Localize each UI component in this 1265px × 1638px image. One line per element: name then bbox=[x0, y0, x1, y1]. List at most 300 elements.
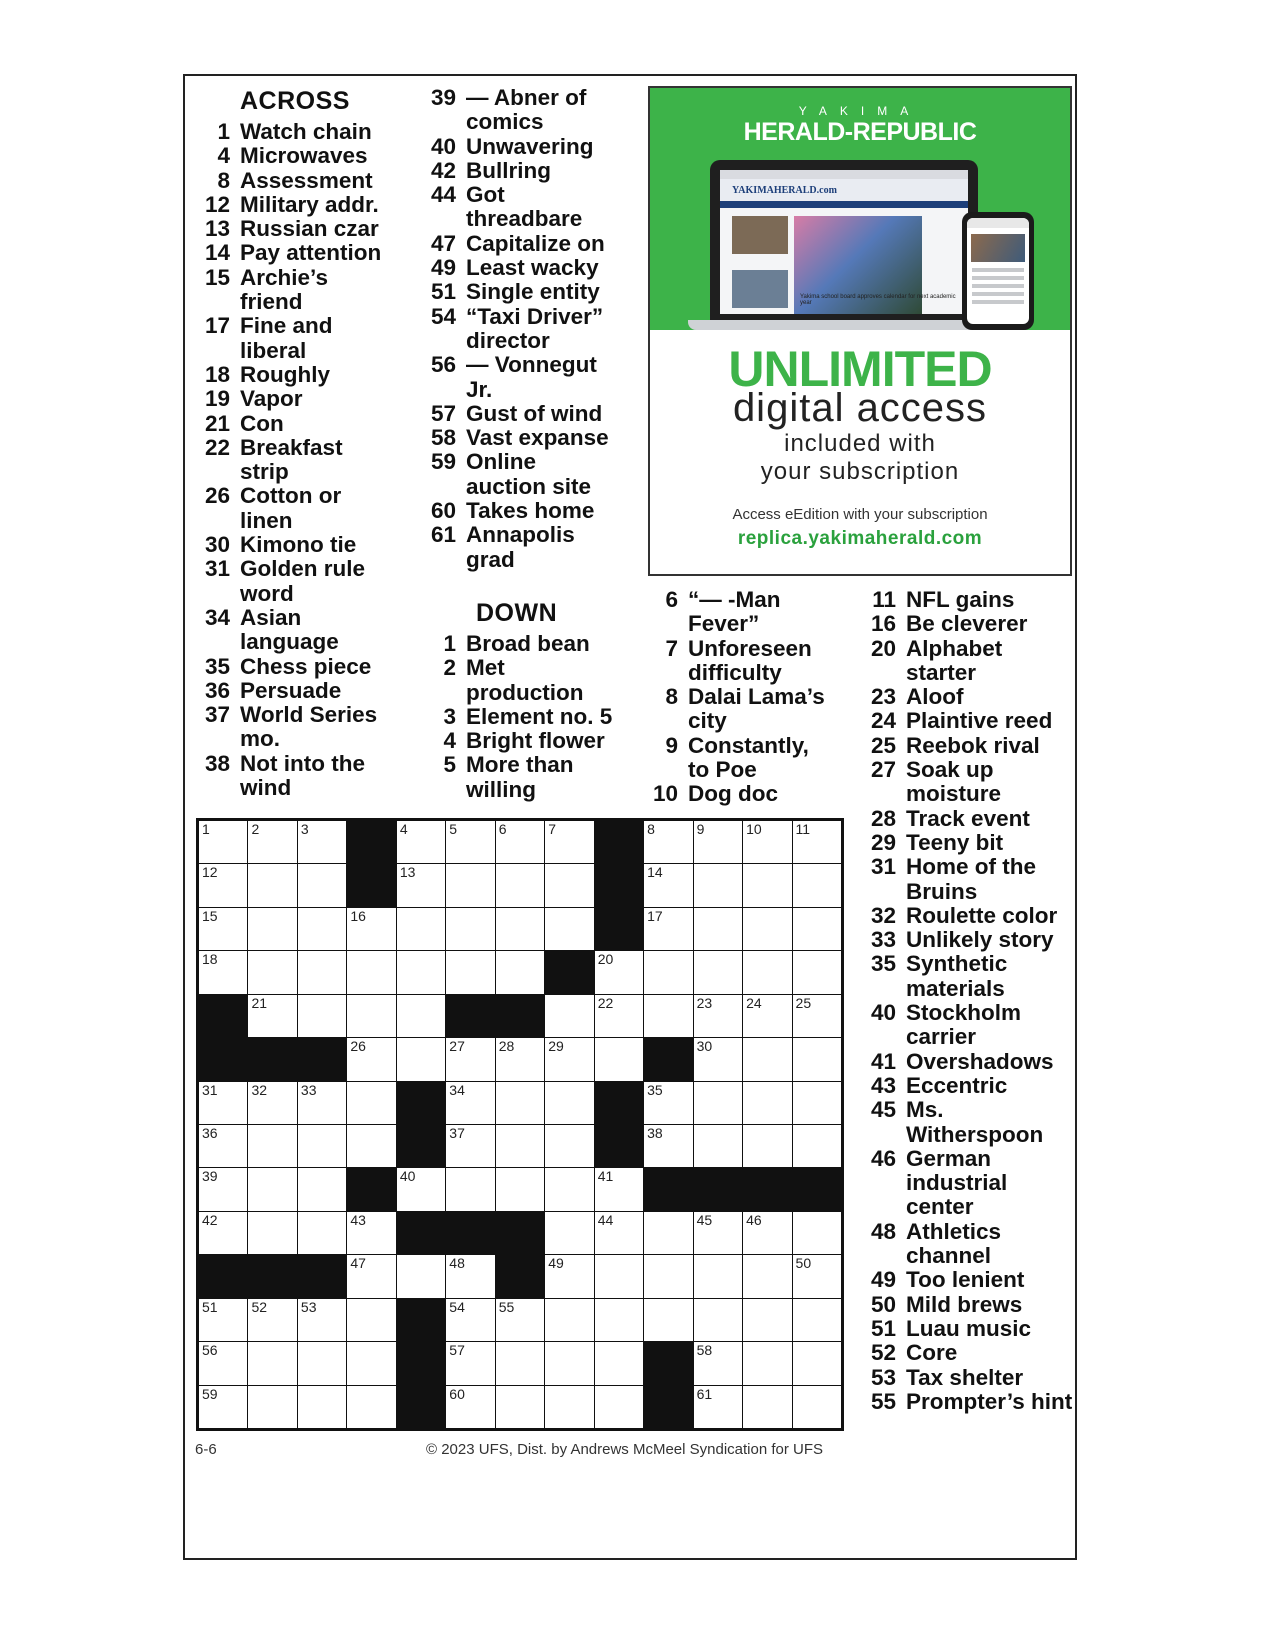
grid-cell[interactable] bbox=[199, 1168, 247, 1210]
grid-cell[interactable] bbox=[496, 864, 544, 906]
black-square bbox=[644, 1386, 692, 1428]
grid-cell[interactable] bbox=[199, 864, 247, 906]
clue-number: 16 bbox=[870, 611, 896, 637]
cell-number: 16 bbox=[350, 907, 366, 924]
grid-cell[interactable] bbox=[793, 1386, 841, 1428]
clue-text: Military addr. bbox=[240, 191, 379, 217]
copyright-notice: © 2023 UFS, Dist. by Andrews McMeel Syndication for UFS bbox=[426, 1441, 824, 1458]
grid-cell[interactable] bbox=[397, 995, 445, 1037]
grid-cell[interactable] bbox=[446, 1082, 494, 1124]
clue-item bbox=[858, 1341, 1073, 1365]
grid-cell[interactable] bbox=[793, 1125, 841, 1167]
grid-cell[interactable] bbox=[694, 908, 742, 950]
grid-cell[interactable] bbox=[644, 1082, 692, 1124]
cell-number: 50 bbox=[795, 1255, 812, 1272]
grid-cell[interactable] bbox=[496, 1082, 544, 1124]
cell-number: 10 bbox=[746, 821, 762, 837]
grid-cell[interactable] bbox=[496, 1386, 544, 1428]
grid-cell[interactable] bbox=[248, 1386, 296, 1428]
cell-number: 43 bbox=[350, 1211, 366, 1228]
clue-item bbox=[636, 588, 836, 637]
grid-cell[interactable] bbox=[298, 1212, 346, 1254]
grid-cell[interactable] bbox=[743, 1255, 791, 1297]
clue-number: 42 bbox=[430, 157, 456, 183]
down-clues-column-1 bbox=[418, 598, 618, 802]
clue-text: Takes home bbox=[466, 498, 595, 524]
grid-cell[interactable] bbox=[793, 1342, 841, 1384]
grid-cell[interactable] bbox=[347, 995, 395, 1037]
grid-cell[interactable] bbox=[397, 1038, 445, 1080]
cell-number: 49 bbox=[548, 1255, 564, 1272]
browser-tabs-bar bbox=[720, 170, 968, 179]
grid-cell[interactable] bbox=[545, 821, 593, 863]
cell-number: 55 bbox=[498, 1298, 515, 1315]
clue-item bbox=[418, 729, 618, 753]
grid-cell[interactable] bbox=[694, 1212, 742, 1254]
ad-brand-logo: HERALD-REPUBLIC bbox=[743, 118, 977, 146]
clue-text: Luau music bbox=[906, 1315, 1032, 1341]
grid-cell[interactable] bbox=[199, 1212, 247, 1254]
grid-cell[interactable] bbox=[595, 1386, 643, 1428]
clue-number: 12 bbox=[204, 191, 230, 217]
grid-cell[interactable] bbox=[793, 1038, 841, 1080]
clue-number: 26 bbox=[204, 483, 230, 509]
black-square bbox=[446, 1212, 494, 1254]
grid-cell[interactable] bbox=[446, 908, 494, 950]
across-header: ACROSS bbox=[240, 87, 350, 115]
grid-cell[interactable] bbox=[496, 1038, 544, 1080]
grid-cell[interactable] bbox=[397, 908, 445, 950]
grid-cell[interactable] bbox=[397, 864, 445, 906]
grid-cell[interactable] bbox=[694, 1082, 742, 1124]
grid-cell[interactable] bbox=[743, 995, 791, 1037]
grid-cell[interactable] bbox=[397, 951, 445, 993]
grid-cell[interactable] bbox=[248, 1168, 296, 1210]
grid-cell[interactable] bbox=[446, 1168, 494, 1210]
grid-cell[interactable] bbox=[793, 1212, 841, 1254]
grid-cell[interactable] bbox=[793, 1082, 841, 1124]
clue-item bbox=[858, 904, 1073, 928]
grid-cell[interactable] bbox=[743, 1125, 791, 1167]
clue-text: Constantly, to Poe bbox=[688, 732, 809, 783]
clue-item bbox=[858, 685, 1073, 709]
grid-cell[interactable] bbox=[199, 1342, 247, 1384]
across-clues-column-2 bbox=[418, 86, 618, 572]
grid-cell[interactable] bbox=[743, 1212, 791, 1254]
grid-cell[interactable] bbox=[199, 908, 247, 950]
clue-item bbox=[198, 752, 388, 801]
grid-cell[interactable] bbox=[743, 1299, 791, 1341]
clue-number: 49 bbox=[870, 1267, 896, 1293]
clue-text: World Series mo. bbox=[240, 702, 378, 752]
clue-number: 8 bbox=[217, 167, 230, 193]
clue-text: Bright flower bbox=[466, 728, 605, 754]
cell-number: 27 bbox=[449, 1038, 465, 1055]
black-square bbox=[397, 1212, 445, 1254]
grid-cell[interactable] bbox=[644, 1212, 692, 1254]
grid-cell[interactable] bbox=[298, 908, 346, 950]
grid-cell[interactable] bbox=[347, 1082, 395, 1124]
grid-cell[interactable] bbox=[347, 1386, 395, 1428]
grid-cell[interactable] bbox=[248, 864, 296, 906]
grid-cell[interactable] bbox=[694, 1125, 742, 1167]
grid-cell[interactable] bbox=[298, 1168, 346, 1210]
black-square bbox=[347, 821, 395, 863]
clue-item bbox=[418, 86, 618, 135]
grid-cell[interactable] bbox=[446, 1255, 494, 1297]
puzzle-date: 6-6 bbox=[195, 1441, 217, 1458]
grid-cell[interactable] bbox=[298, 951, 346, 993]
grid-cell[interactable] bbox=[793, 821, 841, 863]
clue-text: — Vonnegut Jr. bbox=[466, 352, 597, 402]
clue-number: 31 bbox=[870, 854, 896, 880]
grid-cell[interactable] bbox=[496, 1125, 544, 1167]
grid-cell[interactable] bbox=[694, 821, 742, 863]
clue-number: 58 bbox=[430, 425, 456, 451]
clue-item bbox=[198, 606, 388, 655]
black-square bbox=[298, 1038, 346, 1080]
grid-cell[interactable] bbox=[694, 1299, 742, 1341]
clue-item bbox=[418, 256, 618, 280]
cell-number: 60 bbox=[449, 1385, 465, 1402]
clue-item bbox=[198, 703, 388, 752]
grid-cell[interactable] bbox=[644, 821, 692, 863]
clue-number: 4 bbox=[217, 143, 230, 169]
clue-text: Con bbox=[240, 410, 284, 436]
grid-cell[interactable] bbox=[694, 1255, 742, 1297]
down-clues-column-3 bbox=[858, 588, 1073, 1414]
clue-number: 51 bbox=[870, 1315, 896, 1341]
grid-cell[interactable] bbox=[199, 1125, 247, 1167]
grid-cell[interactable] bbox=[545, 995, 593, 1037]
clue-text: Unforeseen difficulty bbox=[688, 635, 812, 685]
grid-cell[interactable] bbox=[347, 908, 395, 950]
phone-text-line bbox=[972, 276, 1024, 280]
grid-cell[interactable] bbox=[595, 1255, 643, 1297]
grid-cell[interactable] bbox=[298, 1299, 346, 1341]
grid-cell[interactable] bbox=[446, 821, 494, 863]
grid-cell[interactable] bbox=[694, 864, 742, 906]
ad-url-link[interactable]: replica.yakimaherald.com bbox=[737, 528, 983, 549]
grid-cell[interactable] bbox=[545, 1168, 593, 1210]
clue-number: 3 bbox=[443, 703, 456, 729]
black-square bbox=[248, 1255, 296, 1297]
grid-cell[interactable] bbox=[743, 864, 791, 906]
grid-cell[interactable] bbox=[545, 1342, 593, 1384]
grid-cell[interactable] bbox=[545, 1212, 593, 1254]
cell-number: 47 bbox=[350, 1255, 366, 1272]
grid-cell[interactable] bbox=[446, 1386, 494, 1428]
grid-cell[interactable] bbox=[743, 951, 791, 993]
grid-cell[interactable] bbox=[248, 1342, 296, 1384]
clue-item bbox=[858, 855, 1073, 904]
grid-cell[interactable] bbox=[199, 1082, 247, 1124]
grid-cell[interactable] bbox=[298, 1386, 346, 1428]
clue-item bbox=[858, 1074, 1073, 1098]
grid-cell[interactable] bbox=[545, 1125, 593, 1167]
grid-cell[interactable] bbox=[545, 1082, 593, 1124]
black-square bbox=[347, 864, 395, 906]
grid-cell[interactable] bbox=[248, 1125, 296, 1167]
grid-cell[interactable] bbox=[248, 1212, 296, 1254]
grid-cell[interactable] bbox=[347, 1299, 395, 1341]
grid-cell[interactable] bbox=[793, 1255, 841, 1297]
cell-number: 21 bbox=[251, 994, 268, 1011]
cell-number: 59 bbox=[202, 1385, 218, 1402]
grid-cell[interactable] bbox=[743, 1342, 791, 1384]
clue-text: Too lenient bbox=[906, 1267, 1025, 1293]
clue-item bbox=[858, 588, 1073, 612]
phone-screen bbox=[967, 218, 1029, 324]
cell-number: 6 bbox=[498, 821, 507, 837]
clue-text: Russian czar bbox=[240, 216, 379, 242]
clue-number: 50 bbox=[870, 1291, 896, 1317]
clue-text: Synthetic materials bbox=[906, 951, 1008, 1001]
grid-cell[interactable] bbox=[248, 821, 296, 863]
clue-text: Annapolis grad bbox=[466, 522, 575, 572]
clue-number: 11 bbox=[872, 587, 896, 612]
grid-cell[interactable] bbox=[743, 821, 791, 863]
clue-text: Online auction site bbox=[466, 449, 592, 499]
grid-cell[interactable] bbox=[644, 1255, 692, 1297]
clue-item bbox=[198, 266, 388, 315]
grid-cell[interactable] bbox=[496, 951, 544, 993]
clue-item bbox=[418, 280, 618, 304]
grid-cell[interactable] bbox=[298, 864, 346, 906]
grid-cell[interactable] bbox=[397, 1255, 445, 1297]
grid-cell[interactable] bbox=[397, 821, 445, 863]
grid-cell[interactable] bbox=[298, 1125, 346, 1167]
black-square bbox=[397, 1299, 445, 1341]
clue-item bbox=[198, 193, 388, 217]
grid-cell[interactable] bbox=[545, 1299, 593, 1341]
clue-text: Stockholm carrier bbox=[906, 1000, 1022, 1050]
grid-cell[interactable] bbox=[595, 1168, 643, 1210]
clue-text: Mild brews bbox=[906, 1291, 1023, 1317]
cell-number: 12 bbox=[202, 864, 218, 881]
cell-number: 53 bbox=[300, 1298, 317, 1315]
grid-cell[interactable] bbox=[397, 1168, 445, 1210]
cell-number: 8 bbox=[647, 821, 655, 837]
grid-cell[interactable] bbox=[199, 951, 247, 993]
clue-number: 18 bbox=[204, 361, 230, 387]
grid-cell[interactable] bbox=[793, 951, 841, 993]
grid-cell[interactable] bbox=[298, 821, 346, 863]
clue-text: Prompter’s hint bbox=[906, 1388, 1073, 1414]
cell-number: 35 bbox=[647, 1081, 663, 1098]
grid-cell[interactable] bbox=[595, 1342, 643, 1384]
clue-number: 33 bbox=[870, 927, 896, 953]
cell-number: 45 bbox=[696, 1211, 713, 1228]
clue-item bbox=[418, 753, 618, 802]
grid-cell[interactable] bbox=[446, 1299, 494, 1341]
grid-cell[interactable] bbox=[545, 908, 593, 950]
grid-cell[interactable] bbox=[496, 821, 544, 863]
grid-cell[interactable] bbox=[644, 908, 692, 950]
clue-item bbox=[198, 557, 388, 606]
phone-text-line bbox=[972, 268, 1024, 272]
grid-cell[interactable] bbox=[298, 1082, 346, 1124]
grid-cell[interactable] bbox=[595, 1038, 643, 1080]
grid-cell[interactable] bbox=[545, 1386, 593, 1428]
clue-text: Met production bbox=[466, 655, 584, 705]
clue-number: 55 bbox=[870, 1388, 896, 1414]
laptop-image bbox=[710, 160, 978, 322]
phone-news-photo bbox=[971, 234, 1025, 262]
clue-number: 10 bbox=[652, 781, 678, 807]
black-square bbox=[496, 1212, 544, 1254]
grid-cell[interactable] bbox=[743, 1386, 791, 1428]
black-square bbox=[248, 1038, 296, 1080]
grid-cell[interactable] bbox=[644, 995, 692, 1037]
grid-cell[interactable] bbox=[446, 951, 494, 993]
grid-cell[interactable] bbox=[347, 1212, 395, 1254]
grid-cell[interactable] bbox=[595, 1212, 643, 1254]
grid-cell[interactable] bbox=[694, 1038, 742, 1080]
clue-text: Element no. 5 bbox=[466, 703, 613, 729]
clue-number: 2 bbox=[443, 655, 456, 681]
grid-cell[interactable] bbox=[298, 1342, 346, 1384]
clue-item bbox=[198, 655, 388, 679]
clue-number: 35 bbox=[204, 653, 230, 679]
clue-text: Unwavering bbox=[466, 133, 594, 159]
clue-number: 20 bbox=[870, 635, 896, 661]
clue-number: 13 bbox=[204, 216, 230, 242]
grid-cell[interactable] bbox=[446, 864, 494, 906]
grid-cell[interactable] bbox=[248, 995, 296, 1037]
grid-cell[interactable] bbox=[199, 821, 247, 863]
grid-cell[interactable] bbox=[793, 995, 841, 1037]
clue-number: 29 bbox=[870, 829, 896, 855]
grid-cell[interactable] bbox=[793, 864, 841, 906]
crossword-grid bbox=[196, 818, 844, 1431]
grid-cell[interactable] bbox=[446, 1342, 494, 1384]
clue-number: 49 bbox=[430, 255, 456, 281]
grid-cell[interactable] bbox=[743, 1082, 791, 1124]
news-headline: Yakima school board approves calendar for next academic year bbox=[800, 294, 956, 306]
cell-number: 57 bbox=[449, 1342, 465, 1359]
black-square bbox=[199, 995, 247, 1037]
grid-cell[interactable] bbox=[446, 1038, 494, 1080]
grid-cell[interactable] bbox=[644, 864, 692, 906]
black-square bbox=[446, 995, 494, 1037]
cell-number: 37 bbox=[449, 1124, 465, 1141]
clue-number: 7 bbox=[665, 635, 678, 661]
grid-cell[interactable] bbox=[545, 1255, 593, 1297]
cell-number: 14 bbox=[647, 864, 663, 881]
grid-cell[interactable] bbox=[545, 864, 593, 906]
cell-number: 48 bbox=[449, 1255, 465, 1272]
clue-text: Asian language bbox=[240, 604, 339, 655]
grid-cell[interactable] bbox=[545, 1038, 593, 1080]
subscription-ad[interactable] bbox=[648, 86, 1072, 576]
grid-cell[interactable] bbox=[694, 1386, 742, 1428]
cell-number: 34 bbox=[449, 1081, 465, 1098]
cell-number: 52 bbox=[251, 1298, 268, 1315]
clue-text: Aloof bbox=[906, 684, 964, 710]
grid-cell[interactable] bbox=[496, 1299, 544, 1341]
grid-cell[interactable] bbox=[248, 908, 296, 950]
grid-cell[interactable] bbox=[248, 1082, 296, 1124]
cell-number: 20 bbox=[597, 951, 614, 968]
black-square bbox=[545, 951, 593, 993]
phone-text-line bbox=[972, 284, 1024, 288]
news-photo bbox=[732, 270, 788, 308]
cell-number: 13 bbox=[399, 864, 416, 881]
ad-access-text: Access eEdition with your subscription bbox=[732, 506, 988, 523]
grid-cell[interactable] bbox=[298, 995, 346, 1037]
clue-number: 19 bbox=[204, 386, 230, 412]
grid-cell[interactable] bbox=[496, 1342, 544, 1384]
clue-number: 57 bbox=[430, 400, 456, 426]
grid-cell[interactable] bbox=[793, 1299, 841, 1341]
clue-text: Dalai Lama’s city bbox=[688, 684, 825, 734]
grid-cell[interactable] bbox=[347, 1125, 395, 1167]
clue-item bbox=[418, 402, 618, 426]
grid-cell[interactable] bbox=[199, 1386, 247, 1428]
grid-cell[interactable] bbox=[743, 1038, 791, 1080]
grid-cell[interactable] bbox=[347, 1255, 395, 1297]
grid-cell[interactable] bbox=[446, 1125, 494, 1167]
clue-number: 52 bbox=[870, 1340, 896, 1366]
ad-digital-access: digital access bbox=[732, 386, 988, 430]
grid-cell[interactable] bbox=[595, 1299, 643, 1341]
laptop-base bbox=[688, 320, 1000, 330]
clue-number: 5 bbox=[443, 752, 456, 778]
grid-cell[interactable] bbox=[743, 908, 791, 950]
clue-number: 54 bbox=[430, 303, 456, 329]
grid-cell[interactable] bbox=[595, 951, 643, 993]
clue-text: Capitalize on bbox=[466, 230, 605, 256]
grid-cell[interactable] bbox=[694, 995, 742, 1037]
grid-cell[interactable] bbox=[595, 995, 643, 1037]
black-square bbox=[496, 1255, 544, 1297]
grid-cell[interactable] bbox=[248, 1299, 296, 1341]
clue-item bbox=[198, 217, 388, 241]
clue-item bbox=[198, 169, 388, 193]
grid-cell[interactable] bbox=[496, 1168, 544, 1210]
grid-cell[interactable] bbox=[347, 1038, 395, 1080]
black-square bbox=[644, 1342, 692, 1384]
clue-text: Golden rule word bbox=[240, 556, 366, 606]
clue-number: 30 bbox=[204, 532, 230, 558]
grid-cell[interactable] bbox=[347, 1342, 395, 1384]
cell-number: 7 bbox=[548, 821, 557, 837]
grid-cell[interactable] bbox=[644, 951, 692, 993]
grid-cell[interactable] bbox=[644, 1125, 692, 1167]
grid-cell[interactable] bbox=[199, 1299, 247, 1341]
clue-number: 25 bbox=[870, 732, 896, 758]
grid-cell[interactable] bbox=[793, 908, 841, 950]
clue-item bbox=[418, 656, 618, 705]
black-square bbox=[644, 1168, 692, 1210]
grid-cell[interactable] bbox=[694, 951, 742, 993]
grid-cell[interactable] bbox=[694, 1342, 742, 1384]
clue-text: NFL gains bbox=[906, 587, 1015, 612]
clue-number: 59 bbox=[430, 449, 456, 475]
cell-number: 56 bbox=[202, 1342, 218, 1359]
clue-item bbox=[858, 1366, 1073, 1390]
grid-cell[interactable] bbox=[496, 908, 544, 950]
clue-item bbox=[198, 241, 388, 265]
clue-text: Breakfast strip bbox=[240, 434, 343, 485]
cell-number: 39 bbox=[202, 1168, 218, 1185]
clue-number: 37 bbox=[204, 702, 230, 728]
clue-text: Be cleverer bbox=[906, 611, 1028, 637]
grid-cell[interactable] bbox=[644, 1299, 692, 1341]
grid-cell[interactable] bbox=[347, 951, 395, 993]
grid-cell[interactable] bbox=[248, 951, 296, 993]
